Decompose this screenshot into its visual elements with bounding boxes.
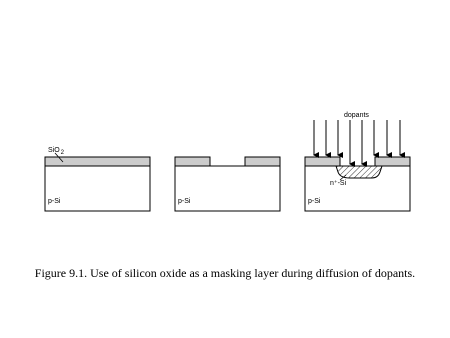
p-si-label-1: p-Si (48, 198, 61, 205)
p-si-substrate (45, 166, 150, 211)
sio2-label: SiO2 (48, 147, 65, 156)
n-plus-diffused-region (336, 166, 382, 178)
panel-oxide-grown (45, 147, 150, 211)
panel-dopant-diffusion (305, 112, 410, 211)
sio2-mask-right (245, 157, 280, 166)
panel-oxide-patterned (175, 157, 280, 211)
figure-caption: Figure 9.1. Use of silicon oxide as a masking layer during diffusion of dopants. (34, 266, 416, 280)
sio2-mask-left (305, 157, 340, 166)
p-si-label-3: p-Si (308, 198, 321, 205)
sio2-mask-left (175, 157, 210, 166)
sio2-mask-right (375, 157, 410, 166)
n-plus-si-label: n⁺-Si (330, 180, 347, 187)
dopants-label: dopants (344, 112, 369, 119)
p-si-label-2: p-Si (178, 198, 191, 205)
sio2-layer (45, 157, 150, 166)
p-si-substrate (175, 166, 280, 211)
